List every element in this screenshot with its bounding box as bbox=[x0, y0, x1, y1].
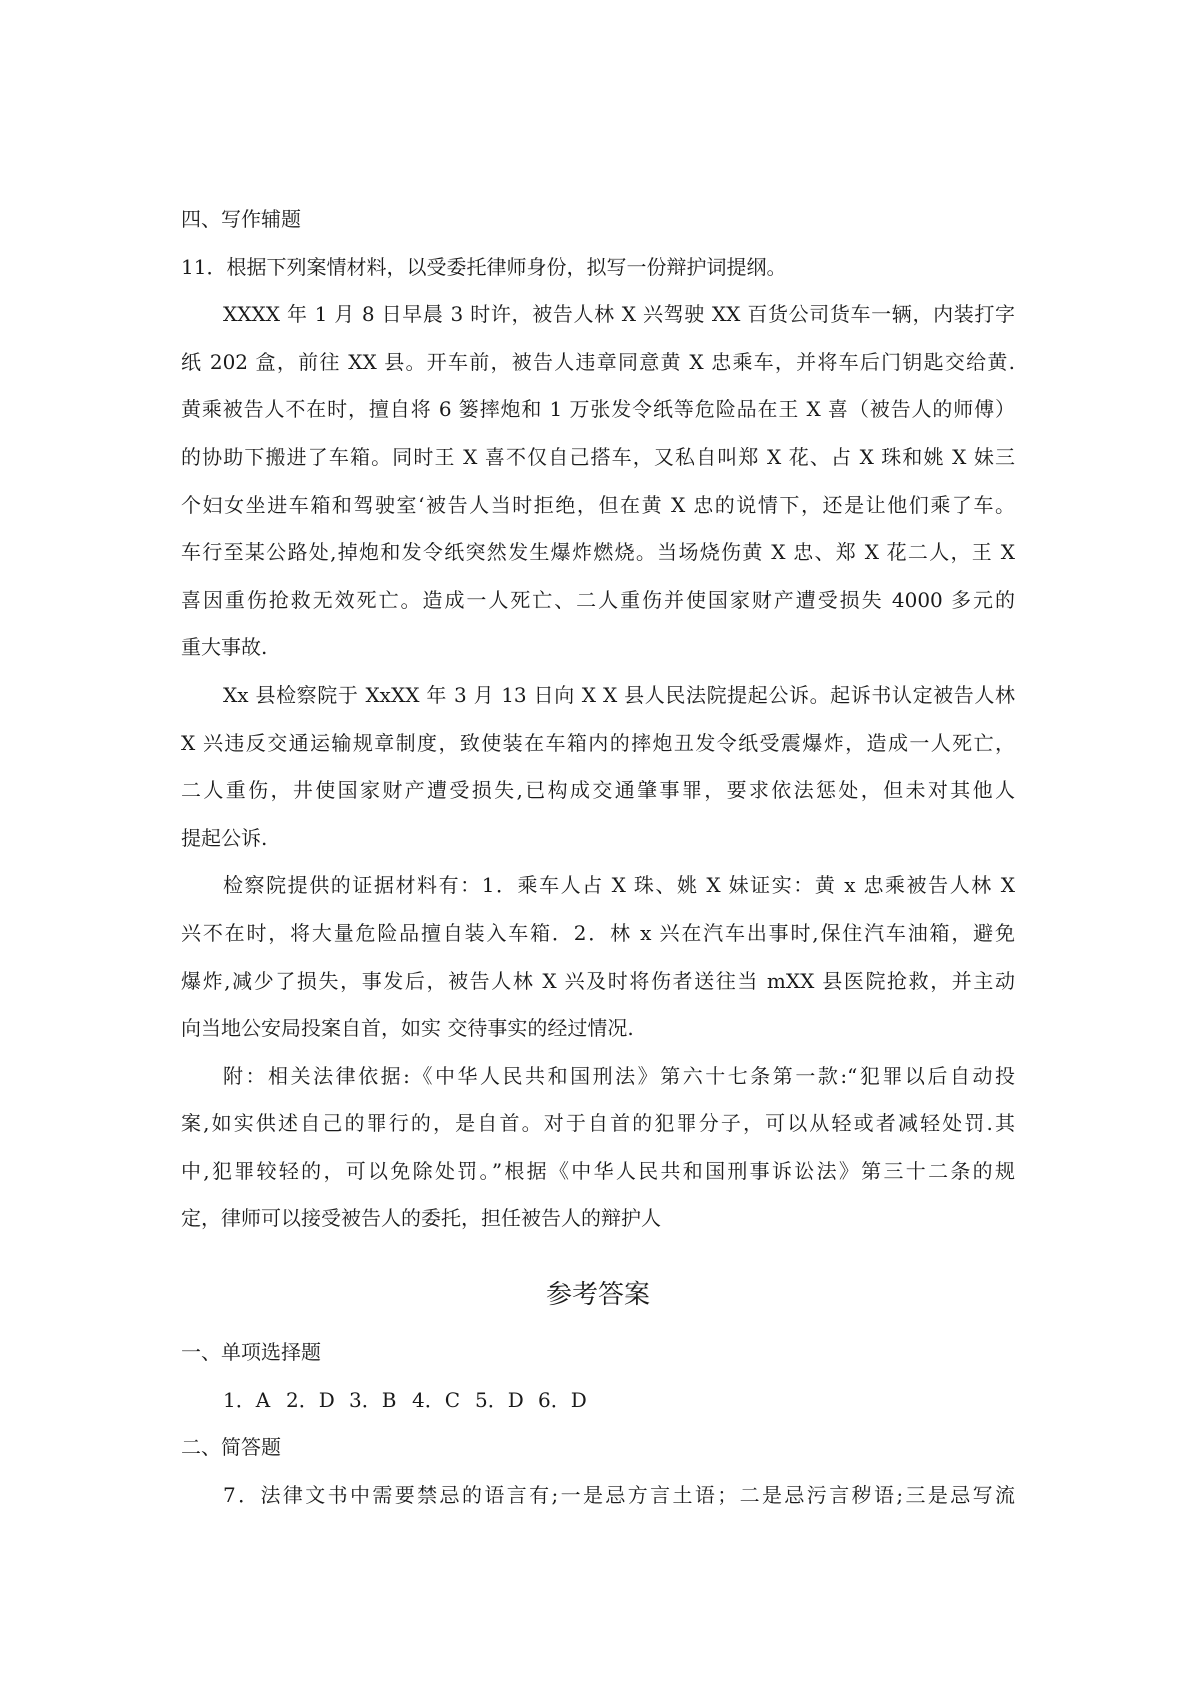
text-line: 车行至某公路处,掉炮和发令纸突然发生爆炸燃烧。当场烧伤黄 X 忠、郑 X 花二人，王 X bbox=[181, 540, 1015, 565]
text-line: 的协助下搬进了车箱。同时王 X 喜不仅自己搭车，又私自叫郑 X 花、占 X 珠和姚 X 妹三 bbox=[181, 444, 1015, 469]
choice-answer: 1．A bbox=[223, 1387, 271, 1412]
text-line: 兴不在时，将大量危险品擅自装入车箱．2．林 x 兴在汽车出事时,保住汽车油箱，避免 bbox=[181, 920, 1015, 945]
text-line: 爆炸,减少了损失，事发后，被告人林 X 兴及时将伤者送往当 mXX 县医院抢救，并主动 bbox=[181, 968, 1015, 993]
choice-answer: 4．C bbox=[412, 1387, 461, 1412]
legal-basis-paragraph bbox=[181, 1053, 1015, 1243]
text-line: 二人重伤，井使国家财产遭受损失,已构成交通肇事罪，要求依法惩处，但未对其他人 bbox=[181, 778, 1015, 803]
text-line: 黄乘被告人不在时，擅自将 6 篓摔炮和 1 万张发令纸等危险品在王 X 喜（被告人的师傅） bbox=[181, 397, 1015, 422]
choice-answer: 6．D bbox=[538, 1387, 587, 1412]
answer-q7: 7．法律文书中需要禁忌的语言有;一是忌方言土语；二是忌污言秽语;三是忌写流 bbox=[223, 1482, 1015, 1507]
choice-answer: 5．D bbox=[475, 1387, 524, 1412]
text-line: 检察院提供的证据材料有：1．乘车人占 X 珠、姚 X 妹证实：黄 x 忠乘被告人林 X bbox=[223, 873, 1015, 898]
evidence-paragraph bbox=[181, 862, 1015, 1052]
text-line: 附：相关法律依据:《中华人民共和国刑法》第六十七条第一款:“犯罪以后自动投 bbox=[223, 1063, 1015, 1088]
choice-answer: 2．D bbox=[286, 1387, 335, 1412]
text-line: 喜因重伤抢救无效死亡。造成一人死亡、二人重伤并使国家财产遭受损失 4000 多元的 bbox=[181, 587, 1015, 612]
section-heading-writing: 四、写作辅题 bbox=[181, 207, 301, 231]
text-line: 中,犯罪较轻的，可以免除处罚。”根据《中华人民共和国刑事诉讼法》第三十二条的规 bbox=[181, 1158, 1015, 1183]
document-page bbox=[181, 196, 1015, 1519]
text-line: XXXX 年 1 月 8 日早晨 3 时许，被告人林 X 兴驾驶 XX 百货公司货车一辆，内装打字 bbox=[223, 302, 1015, 327]
text-line: Xx 县检察院于 XxXX 年 3 月 13 日向 X X 县人民法院提起公诉。起诉书认定被告人林 bbox=[223, 682, 1015, 707]
section-heading-short-answer: 二、简答题 bbox=[181, 1435, 281, 1460]
section-heading-single-choice: 一、单项选择题 bbox=[181, 1340, 321, 1365]
text-line: 纸 202 盒，前往 XX 县。开车前，被告人违章同意黄 X 忠乘车，并将车后门钥匙交给黄. bbox=[181, 349, 1015, 374]
choice-answer: 3．B bbox=[349, 1387, 397, 1412]
text-line: X 兴违反交通运输规章制度，致使装在车箱内的摔炮丑发令纸受震爆炸，造成一人死亡， bbox=[181, 730, 1015, 755]
case-paragraph-1 bbox=[181, 291, 1015, 672]
question-11: 11．根据下列案情材料，以受委托律师身份，拟写一份辩护词提纲。 bbox=[181, 254, 787, 279]
text-line: 定，律师可以接受被告人的委托，担任被告人的辩护人 bbox=[181, 1206, 661, 1231]
choice-answers bbox=[181, 1377, 1015, 1425]
text-line: 向当地公安局投案自首，如实 交待事实的经过情况. bbox=[181, 1016, 634, 1041]
text-line: 重大事故. bbox=[181, 635, 268, 660]
text-line: 案,如实供述自己的罪行的，是自首。对于自首的犯罪分子，可以从轻或者减轻处罚.其 bbox=[181, 1111, 1015, 1136]
answers-title: 参考答案 bbox=[545, 1280, 650, 1311]
case-paragraph-2 bbox=[181, 672, 1015, 862]
text-line: 个妇女坐进车箱和驾驶室‘被告人当时拒绝，但在黄 X 忠的说情下，还是让他们乘了车。 bbox=[181, 492, 1015, 517]
text-line: 提起公诉. bbox=[181, 825, 268, 850]
